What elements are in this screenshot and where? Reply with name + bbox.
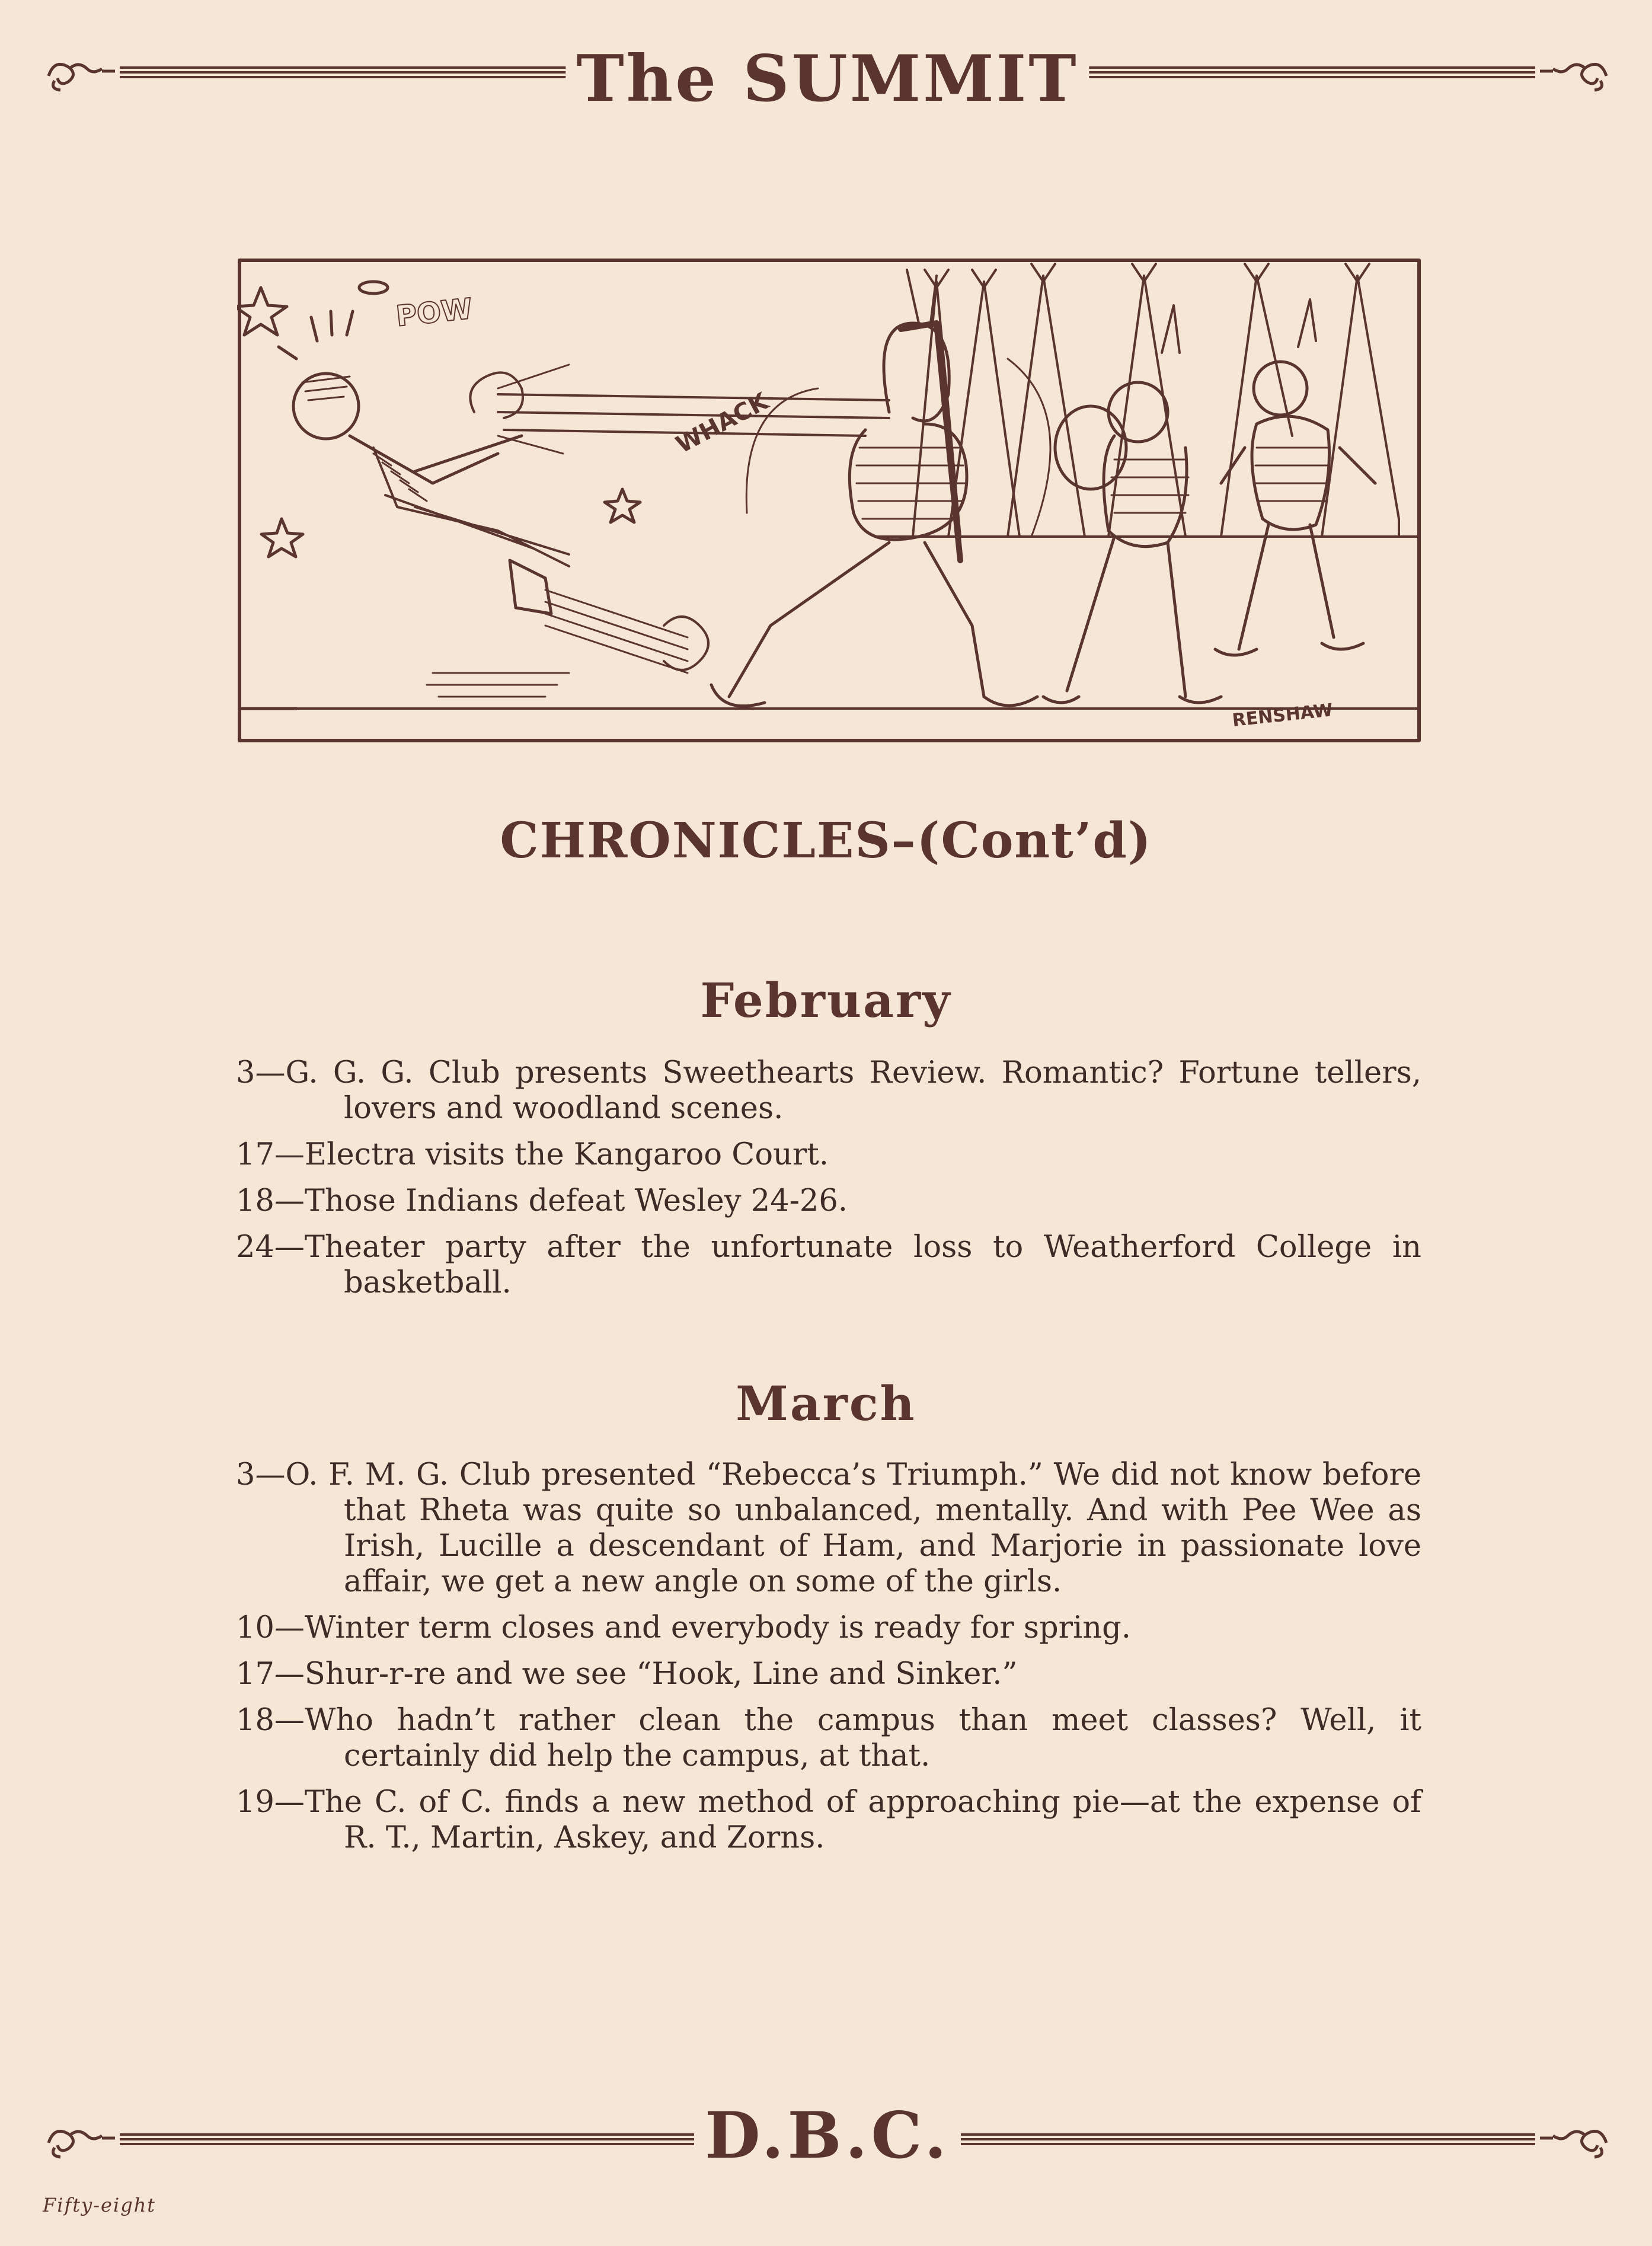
list-item [236,1610,1421,1646]
header-rule [43,40,1612,123]
list-item [236,1183,1421,1219]
entry-text: —Those Indians defeat Wesley 24-26. [274,1183,848,1218]
pow-sound-effect: POW [394,292,474,333]
section-title: CHRONICLES–(Cont’d) [500,812,1152,869]
whack-sound-effect: WHACK [672,387,773,459]
entry-text: —Who hadn’t rather clean the campus than meet classes? Well, it certainly did help the campus, at that. [274,1703,1421,1773]
entry-day: 3 [236,1055,255,1090]
list-item [236,1703,1421,1774]
entry-text: —Electra visits the Kangaroo Court. [274,1137,829,1172]
footer-rule [43,2098,1612,2181]
entry-day: 17 [236,1657,274,1692]
march-heading: March [736,1376,916,1431]
february-entries [236,1055,1421,1312]
list-item [236,1055,1421,1127]
list-item [236,1457,1421,1600]
list-item [236,1657,1421,1692]
entry-day: 18 [236,1703,274,1738]
entry-day: 3 [236,1457,255,1492]
entry-day: 19 [236,1785,274,1820]
page-header-title: The SUMMIT [565,40,1089,117]
february-heading: February [700,972,952,1028]
page-footer-title: D.B.C. [694,2094,961,2177]
list-item [236,1137,1421,1173]
entry-day: 17 [236,1137,274,1172]
entry-text: —The C. of C. finds a new method of approaching pie—at the expense of R. T., Martin, Askey, and Zorns. [274,1785,1421,1855]
entry-day: 18 [236,1183,274,1218]
entry-text: —O. F. M. G. Club presented “Rebecca’s Triumph.” We did not know before that Rheta was quite so unbalanced, mentally. And with Pee Wee as Irish, Lucille a descendant of Ham, and Marjorie in passionate love affair, we get a new angle on some of the girls. [255,1457,1421,1599]
page-number: Fifty-eight [43,2194,156,2216]
entry-text: —G. G. G. Club presents Sweethearts Review. Romantic? Fortune tellers, lovers and woodland scenes. [255,1055,1421,1126]
march-entries [236,1457,1421,1867]
list-item [236,1785,1421,1856]
entry-text: —Winter term closes and everybody is ready for spring. [274,1610,1132,1645]
entry-text: —Shur-r-re and we see “Hook, Line and Sinker.” [274,1657,1018,1692]
artist-signature: RENSHAW [1231,700,1334,731]
cartoon-illustration [237,258,1421,743]
entry-day: 10 [236,1610,274,1645]
list-item [236,1230,1421,1301]
entry-day: 24 [236,1230,274,1265]
entry-text: —Theater party after the unfortunate loss to Weatherford College in basketball. [274,1230,1421,1300]
